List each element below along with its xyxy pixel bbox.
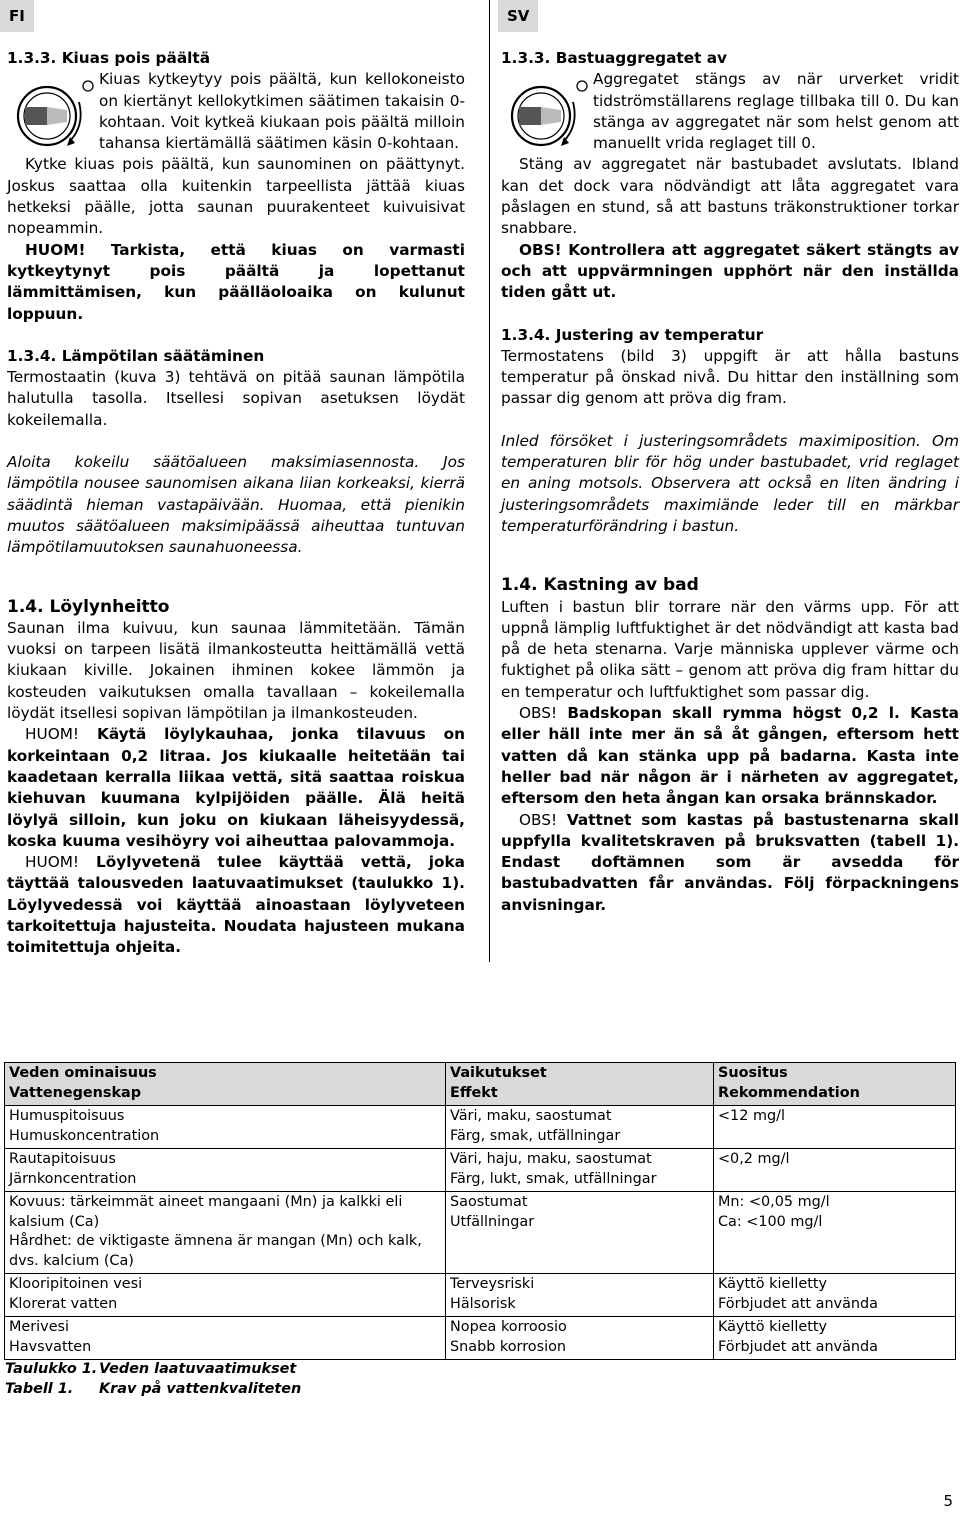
column-sv xyxy=(501,48,959,916)
table-cell: <0,2 mg/l xyxy=(714,1149,956,1192)
table-cell: Nopea korroosio Snabb korrosion xyxy=(446,1317,714,1360)
paragraph: Termostatens (bild 3) uppgift är att hålla bastuns temperatur på önskad nivå. Du hittar den inställning som passar dig genom att pröva dig fram. xyxy=(501,346,959,408)
table-cell: Kovuus: tärkeimmät aineet mangaani (Mn) ja kalkki eli kalsium (Ca) Hårdhet: de viktigaste ämnena är mangan (Mn) och kalk, dvs. kalcium (Ca) xyxy=(5,1192,446,1274)
table-cell: Klooripitoinen vesi Klorerat vatten xyxy=(5,1274,446,1317)
section-title: 1.3.4. Justering av temperatur xyxy=(501,325,764,344)
table-row xyxy=(5,1317,956,1360)
timer-knob-icon xyxy=(9,74,99,154)
section-1-3-3-fi xyxy=(7,48,465,325)
paragraph-italic: Aloita kokeilu säätöalueen maksimiasennosta. Jos lämpötila nousee saunomisen aikana liian korkeaksi, kierrä säädintä hieman vastapäivään. Huomaa, että pienikin muutos säätöalueen maksimipäässä aiheuttaa tuntuvan lämpötilamuutoksen saunahuoneessa. xyxy=(7,453,465,557)
section-title: 1.3.4. Lämpötilan säätäminen xyxy=(7,346,265,365)
paragraph: Kiuas kytkeytyy pois päältä, kun kellokoneisto on kiertänyt kellokytkimen säätimen takaisin 0-kohtaan. Voit kytkeä kiukaan pois päältä milloin tahansa kiertämällä säätimen käsin 0-kohtaan. xyxy=(99,70,465,153)
section-title: 1.3.3. Kiuas pois päältä xyxy=(7,49,211,67)
table-cell: Väri, haju, maku, saostumat Färg, lukt, smak, utfällningar xyxy=(446,1149,714,1192)
section-1-3-3-sv xyxy=(501,48,959,304)
warning-note: OBS! Kontrollera att aggregatet säkert stängts av och att uppvärmningen upphört när den inställda tiden gått ut. xyxy=(501,240,959,302)
table-header-cell: Vaikutukset Effekt xyxy=(446,1063,714,1106)
paragraph: Kytke kiuas pois päältä, kun saunominen on päättynyt. Joskus saattaa olla kuitenkin tarpeellista jättää kiuas hetkeksi päälle, jotta saunan puurakenteet kuivuisivat nopeammin. xyxy=(7,155,465,238)
warning-note: OBS! Badskopan skall rymma högst 0,2 l. Kasta eller häll inte mer än så åt gången, eftersom hett vatten då kan stänka upp på badarna. Kasta inte heller bad när någon är i närheten av aggregatet, eftersom den heta ångan kan orsaka brännskador. xyxy=(501,704,960,808)
table-cell: Rautapitoisuus Järnkoncentration xyxy=(5,1149,446,1192)
table-cell: <12 mg/l xyxy=(714,1106,956,1149)
paragraph: Aggregatet stängs av när urverket vridit tidströmställarens reglage tillbaka till 0. Du kan stänga av aggregatet när som helst genom att manuellt vrida reglaget till 0. xyxy=(593,70,959,153)
table-cell: Väri, maku, saostumat Färg, smak, utfällningar xyxy=(446,1106,714,1149)
language-tag-sv: SV xyxy=(498,0,538,32)
table-cell: Terveysriski Hälsorisk xyxy=(446,1274,714,1317)
table-cell: Mn: <0,05 mg/l Ca: <100 mg/l xyxy=(714,1192,956,1274)
paragraph: Stäng av aggregatet när bastubadet avslutats. Ibland kan det dock vara nödvändigt att låta aggregatet vara påslagen en stund, så att bastuns träkonstruktioner torkar snabbare. xyxy=(501,155,959,238)
language-tag-fi: FI xyxy=(0,0,34,32)
table-cell: Saostumat Utfällningar xyxy=(446,1192,714,1274)
table-row xyxy=(5,1149,956,1192)
timer-knob-icon xyxy=(503,74,593,154)
table-row xyxy=(5,1106,956,1149)
column-fi xyxy=(7,48,465,959)
table-header-cell: Suositus Rekommendation xyxy=(714,1063,956,1106)
table-caption-sv: Tabell 1. Krav på vattenkvaliteten xyxy=(5,1380,302,1397)
page-number: 5 xyxy=(943,1492,953,1510)
paragraph: Termostaatin (kuva 3) tehtävä on pitää saunan lämpötila halutulla tasolla. Itsellesi sopivan asetuksen löydät kokeilemalla. xyxy=(7,368,465,429)
table-row xyxy=(5,1274,956,1317)
table-cell: Käyttö kielletty Förbjudet att använda xyxy=(714,1274,956,1317)
water-quality-table xyxy=(4,1062,956,1360)
table-cell: Käyttö kielletty Förbjudet att använda xyxy=(714,1317,956,1360)
table-cell: Humuspitoisuus Humuskoncentration xyxy=(5,1106,446,1149)
section-title: 1.3.3. Bastuaggregatet av xyxy=(501,49,728,67)
column-divider xyxy=(489,0,490,962)
warning-note: OBS! Vattnet som kastas på bastustenarna skall uppfylla kvalitetskraven på bruksvatten (tabell 1). Endast doftämnen som är avsedda för bastubadvatten får användas. Följ förpackningens anvisningar. xyxy=(501,810,959,914)
table-row xyxy=(5,1192,956,1274)
warning-note: HUOM! Käytä löylykauhaa, jonka tilavuus on korkeintaan 0,2 litraa. Jos kiukaalle heitetään tai kaadetaan kerralla liikaa vettä, sitä saattaa roiskua kiehuvan kuumana kylpijöiden päälle. Älä heitä löylyä silloin, kun joku on kiukaan läheisyydessä, koska kuuma vesihöyry voi aiheuttaa palovammoja. xyxy=(7,725,465,850)
table-header-row xyxy=(5,1063,956,1106)
paragraph: Luften i bastun blir torrare när den värms upp. För att uppnå lämplig luftfuktighet är det nödvändigt att kasta bad på de heta stenarna. Varje människa upplever värme och fuktighet på olika sätt – genom att pröva dig fram hittar du en temperatur och luftfuktighet som passar dig. xyxy=(501,597,959,701)
warning-note: HUOM! Löylyvetenä tulee käyttää vettä, joka täyttää talousveden laatuvaatimukset (taulukko 1). Löylyvedessä voi käyttää ainoastaan löylyveteen tarkoitettuja hajusteita. Noudata hajusteen mukana toimitettuja ohjeita. xyxy=(7,853,465,957)
paragraph-italic: Inled försöket i justeringsområdets maximiposition. Om temperaturen blir för hög under bastubadet, vrid reglaget en aning motsols. Observera att också en liten ändring i justeringsområdets maximiände leder till en märkbar temperaturförändring i bastun. xyxy=(501,431,959,535)
table-header-cell: Veden ominaisuus Vattenegenskap xyxy=(5,1063,446,1106)
section-title: 1.4. Kastning av bad xyxy=(501,575,699,596)
warning-note: HUOM! Tarkista, että kiuas on varmasti kytkeytynyt pois päältä ja lopettanut lämmittämisen, kun päälläoloaika on kulunut loppuun. xyxy=(7,240,465,323)
paragraph: Saunan ilma kuivuu, kun saunaa lämmitetään. Tämän vuoksi on tarpeen lisätä ilmankosteutta heittämällä vettä kiukaan kiville. Jokainen ihminen kokee lämmön ja kosteuden vaikutuksen omalla tavallaan – kokeilemalla löydät itsellesi sopivan lämpötilan ja ilmankosteuden. xyxy=(7,618,465,723)
section-title: 1.4. Löylynheitto xyxy=(7,596,170,617)
table-caption xyxy=(5,1360,301,1399)
table-caption-fi: Taulukko 1. Veden laatuvaatimukset xyxy=(5,1361,297,1377)
table-cell: Merivesi Havsvatten xyxy=(5,1317,446,1360)
